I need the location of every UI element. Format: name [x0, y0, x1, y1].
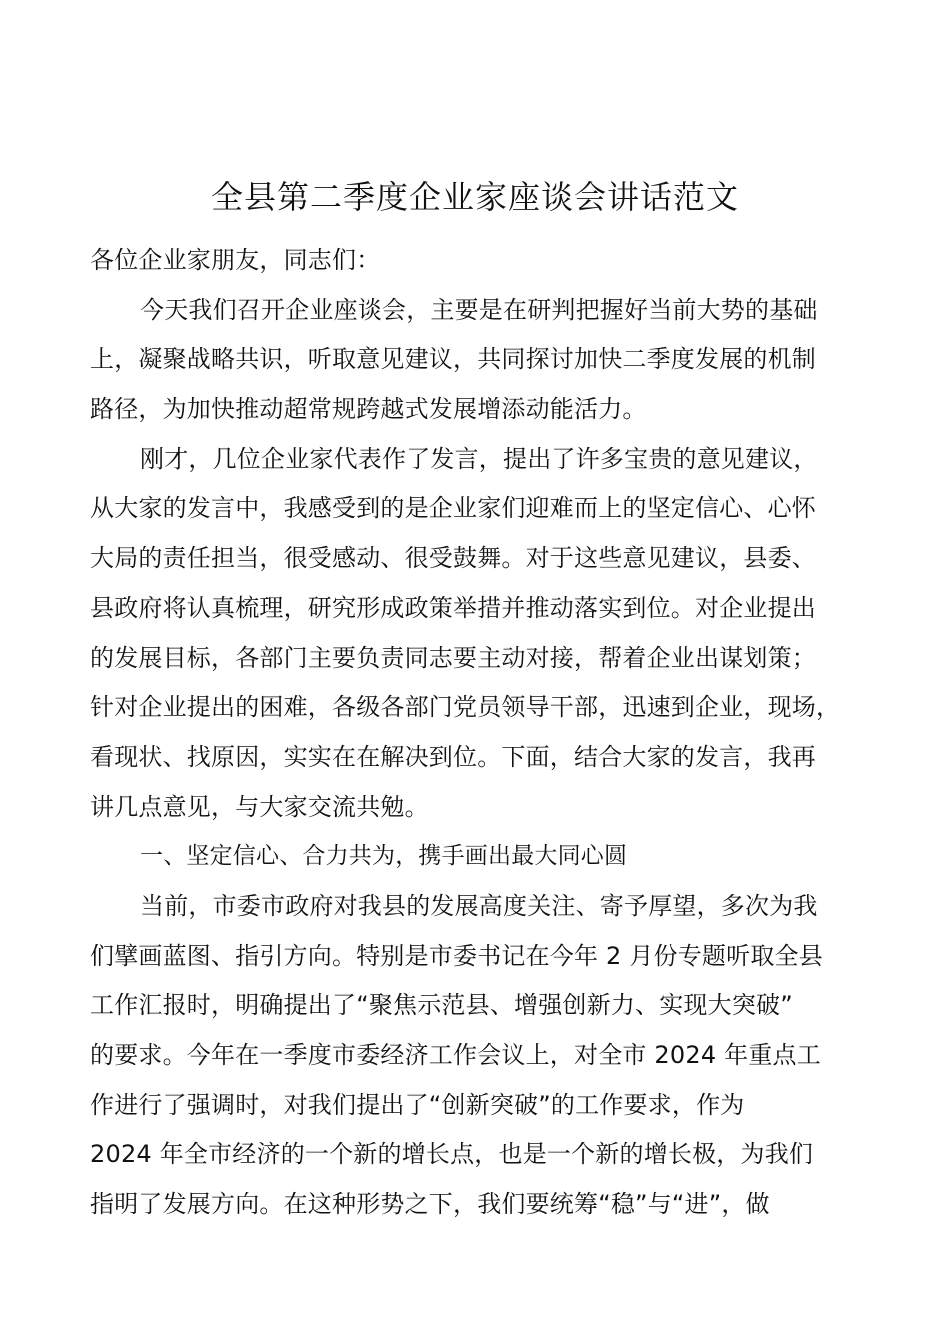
paragraph-line: 2024 年全市经济的一个新的增长点，也是一个新的增长极，为我们: [90, 1140, 814, 1169]
paragraph-line: 作进行了强调时，对我们提出了“创新突破”的工作要求，作为: [90, 1090, 745, 1119]
paragraph-line: 们擘画蓝图、指引方向。特别是市委书记在今年 2 月份专题听取全县: [90, 941, 823, 970]
salutation-line: 各位企业家朋友，同志们：: [90, 246, 381, 274]
paragraph-line: 路径，为加快推动超常规跨越式发展增添动能活力。: [90, 395, 647, 424]
paragraph-line: 看现状、找原因，实实在在解决到位。下面，结合大家的发言，我再: [90, 742, 816, 771]
document-body: [90, 236, 880, 1230]
paragraph-line: 的要求。今年在一季度市委经济工作会议上，对全市 2024 年重点工: [90, 1041, 821, 1069]
paragraph-line: 县政府将认真梳理，研究形成政策举措并推动落实到位。对企业提出: [90, 593, 816, 622]
paragraph-line: 刚才，几位企业家代表作了发言，提出了许多宝贵的意见建议，: [140, 444, 818, 473]
paragraph-line: 工作汇报时，明确提出了“聚焦示范县、增强创新力、实现大突破”: [90, 991, 793, 1020]
paragraph-line: 针对企业提出的困难，各级各部门党员领导干部，迅速到企业，现场，: [90, 693, 841, 722]
paragraph-line: 从大家的发言中，我感受到的是企业家们迎难而上的坚定信心、心怀: [90, 494, 816, 523]
section-heading: 一、坚定信心、合力共为，携手画出最大同心圆: [140, 843, 628, 870]
paragraph-line: 大局的责任担当，很受感动、很受鼓舞。对于这些意见建议，县委、: [90, 544, 816, 573]
paragraph-line: 指明了发展方向。在这种形势之下，我们要统筹“稳”与“进”，做: [90, 1190, 770, 1219]
paragraph-line: 当前，市委市政府对我县的发展高度关注、寄予厚望，多次为我: [140, 891, 818, 920]
paragraph-line: 的发展目标，各部门主要负责同志要主动对接，帮着企业出谋划策；: [90, 643, 816, 672]
paragraph-line: 今天我们召开企业座谈会，主要是在研判把握好当前大势的基础: [140, 295, 818, 324]
document-title: 全县第二季度企业家座谈会讲话范文: [210, 178, 739, 216]
paragraph-line: 讲几点意见，与大家交流共勉。: [90, 792, 429, 821]
paragraph-line: 上，凝聚战略共识，听取意见建议，共同探讨加快二季度发展的机制: [90, 345, 816, 374]
